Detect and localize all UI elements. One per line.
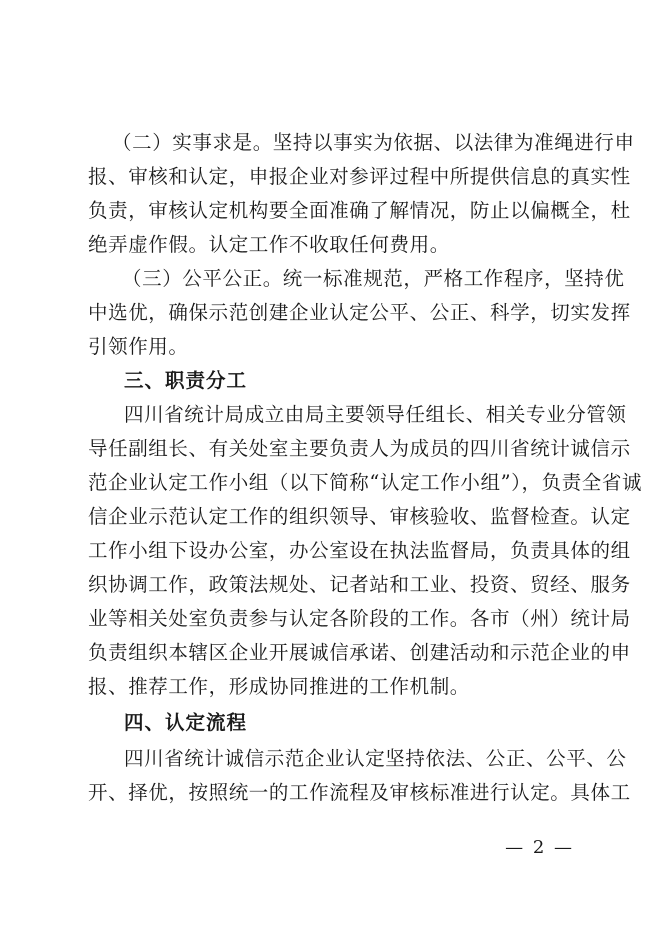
paragraph-line: 引领作用。 [88, 335, 189, 358]
section-heading: 四、认定流程 [124, 711, 248, 734]
paragraph-line: 绝弄虚作假。认定工作不收取任何费用。 [88, 233, 450, 256]
paragraph-line: 报、推荐工作，形成协同推进的工作机制。 [88, 675, 470, 698]
paragraph-line: 负责组织本辖区企业开展诚信承诺、创建活动和示范企业的申 [88, 641, 631, 664]
paragraph-line: 中选优，确保示范创建企业认定公平、公正、科学，切实发挥 [88, 301, 631, 324]
section-heading: 三、职责分工 [124, 369, 248, 392]
paragraph-line: 开、择优，按照统一的工作流程及审核标准进行认定。具体工 [88, 781, 631, 804]
paragraph-line: 四川省统计诚信示范企业认定坚持依法、公正、公平、公 [124, 747, 627, 770]
paragraph-line: 导任副组长、有关处室主要负责人为成员的四川省统计诚信示 [88, 437, 631, 460]
page-number: — 2 — [505, 837, 574, 858]
paragraph-line: 信企业示范认定工作的组织领导、审核验收、监督检查。认定 [88, 505, 631, 528]
paragraph-line: 工作小组下设办公室，办公室设在执法监督局，负责具体的组 [88, 539, 631, 562]
paragraph-line: 报、审核和认定，申报企业对参评过程中所提供信息的真实性 [88, 165, 631, 188]
paragraph-line: 业等相关处室负责参与认定各阶段的工作。各市（州）统计局 [88, 607, 631, 630]
paragraph-line: 四川省统计局成立由局主要领导任组长、相关专业分管领 [124, 403, 627, 426]
paragraph-line: 负责，审核认定机构要全面准确了解情况，防止以偏概全，杜 [88, 199, 631, 222]
paragraph-line: 范企业认定工作小组（以下简称“认定工作小组”），负责全省诚 [88, 471, 643, 494]
paragraph-line: （二）实事求是。坚持以事实为依据、以法律为准绳进行申 [112, 131, 635, 154]
paragraph-line: （三）公平公正。统一标准规范，严格工作程序，坚持优 [122, 267, 625, 290]
paragraph-line: 织协调工作，政策法规处、记者站和工业、投资、贸经、服务 [88, 573, 631, 596]
